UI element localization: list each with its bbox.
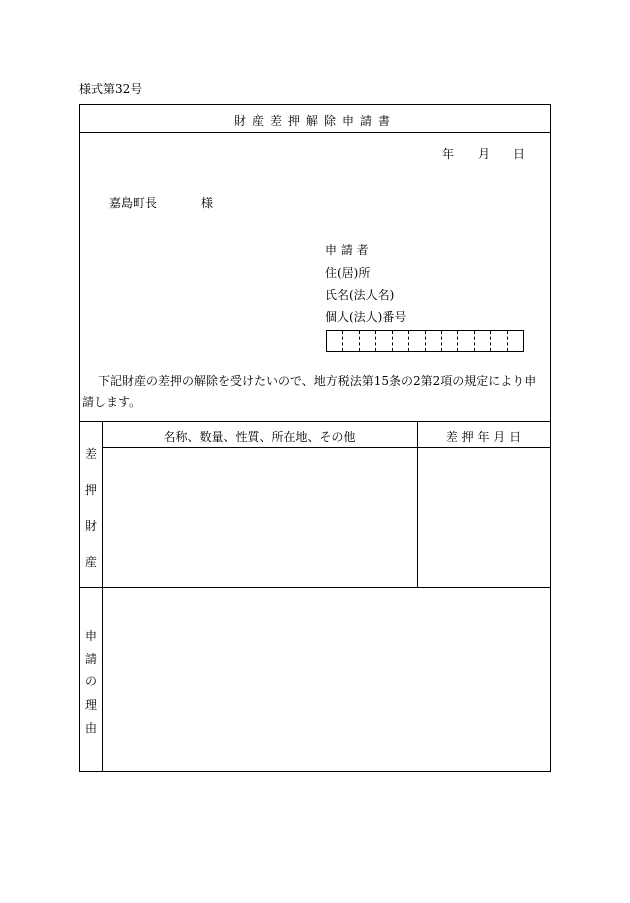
request-statement: 下記財産の差押の解除を受けたいので、地方税法第15条の2第2項の規定により申請します。	[82, 374, 537, 409]
reason-label-char: の	[84, 674, 97, 688]
individual-number-cell[interactable]	[393, 331, 409, 351]
reason-label-char: 請	[84, 652, 97, 666]
date-day: 日	[513, 147, 526, 161]
applicant-heading: 申 請 者	[325, 243, 369, 257]
applicant-name-label: 氏名(法人名)	[325, 288, 395, 302]
title-divider	[80, 132, 550, 133]
property-label-char: 財	[84, 519, 97, 533]
individual-number-cell[interactable]	[475, 331, 491, 351]
column-header-description: 名称、数量、性質、所在地、その他	[163, 430, 356, 444]
label-column-divider	[102, 421, 103, 772]
reason-section-top	[80, 587, 550, 588]
form-number: 様式第32号	[79, 82, 143, 96]
property-header-divider	[102, 447, 550, 448]
reason-label-char: 申	[84, 629, 97, 643]
column-header-seizure-date: 差 押 年 月 日	[445, 430, 522, 444]
property-label-char: 押	[84, 483, 97, 497]
individual-number-cell[interactable]	[376, 331, 392, 351]
applicant-address-label: 住(居)所	[325, 266, 371, 280]
property-section-top	[80, 421, 550, 422]
date-year: 年	[442, 147, 455, 161]
individual-number-boxes[interactable]	[326, 330, 524, 352]
addressee-honorific: 様	[201, 196, 214, 210]
date-month: 月	[478, 147, 491, 161]
property-label-char: 産	[84, 555, 97, 569]
individual-number-cell[interactable]	[343, 331, 359, 351]
individual-number-cell[interactable]	[360, 331, 376, 351]
individual-number-cell[interactable]	[327, 331, 343, 351]
application-form	[79, 104, 551, 772]
individual-number-cell[interactable]	[442, 331, 458, 351]
reason-label-char: 理	[84, 698, 97, 712]
form-title: 財産差押解除申請書	[233, 114, 396, 128]
applicant-number-label: 個人(法人)番号	[325, 310, 407, 324]
individual-number-cell[interactable]	[508, 331, 523, 351]
addressee-name: 嘉島町長	[109, 196, 158, 210]
property-label-char: 差	[84, 447, 97, 461]
individual-number-cell[interactable]	[409, 331, 425, 351]
individual-number-cell[interactable]	[426, 331, 442, 351]
individual-number-cell[interactable]	[491, 331, 507, 351]
reason-label-char: 由	[84, 721, 97, 735]
individual-number-cell[interactable]	[458, 331, 474, 351]
